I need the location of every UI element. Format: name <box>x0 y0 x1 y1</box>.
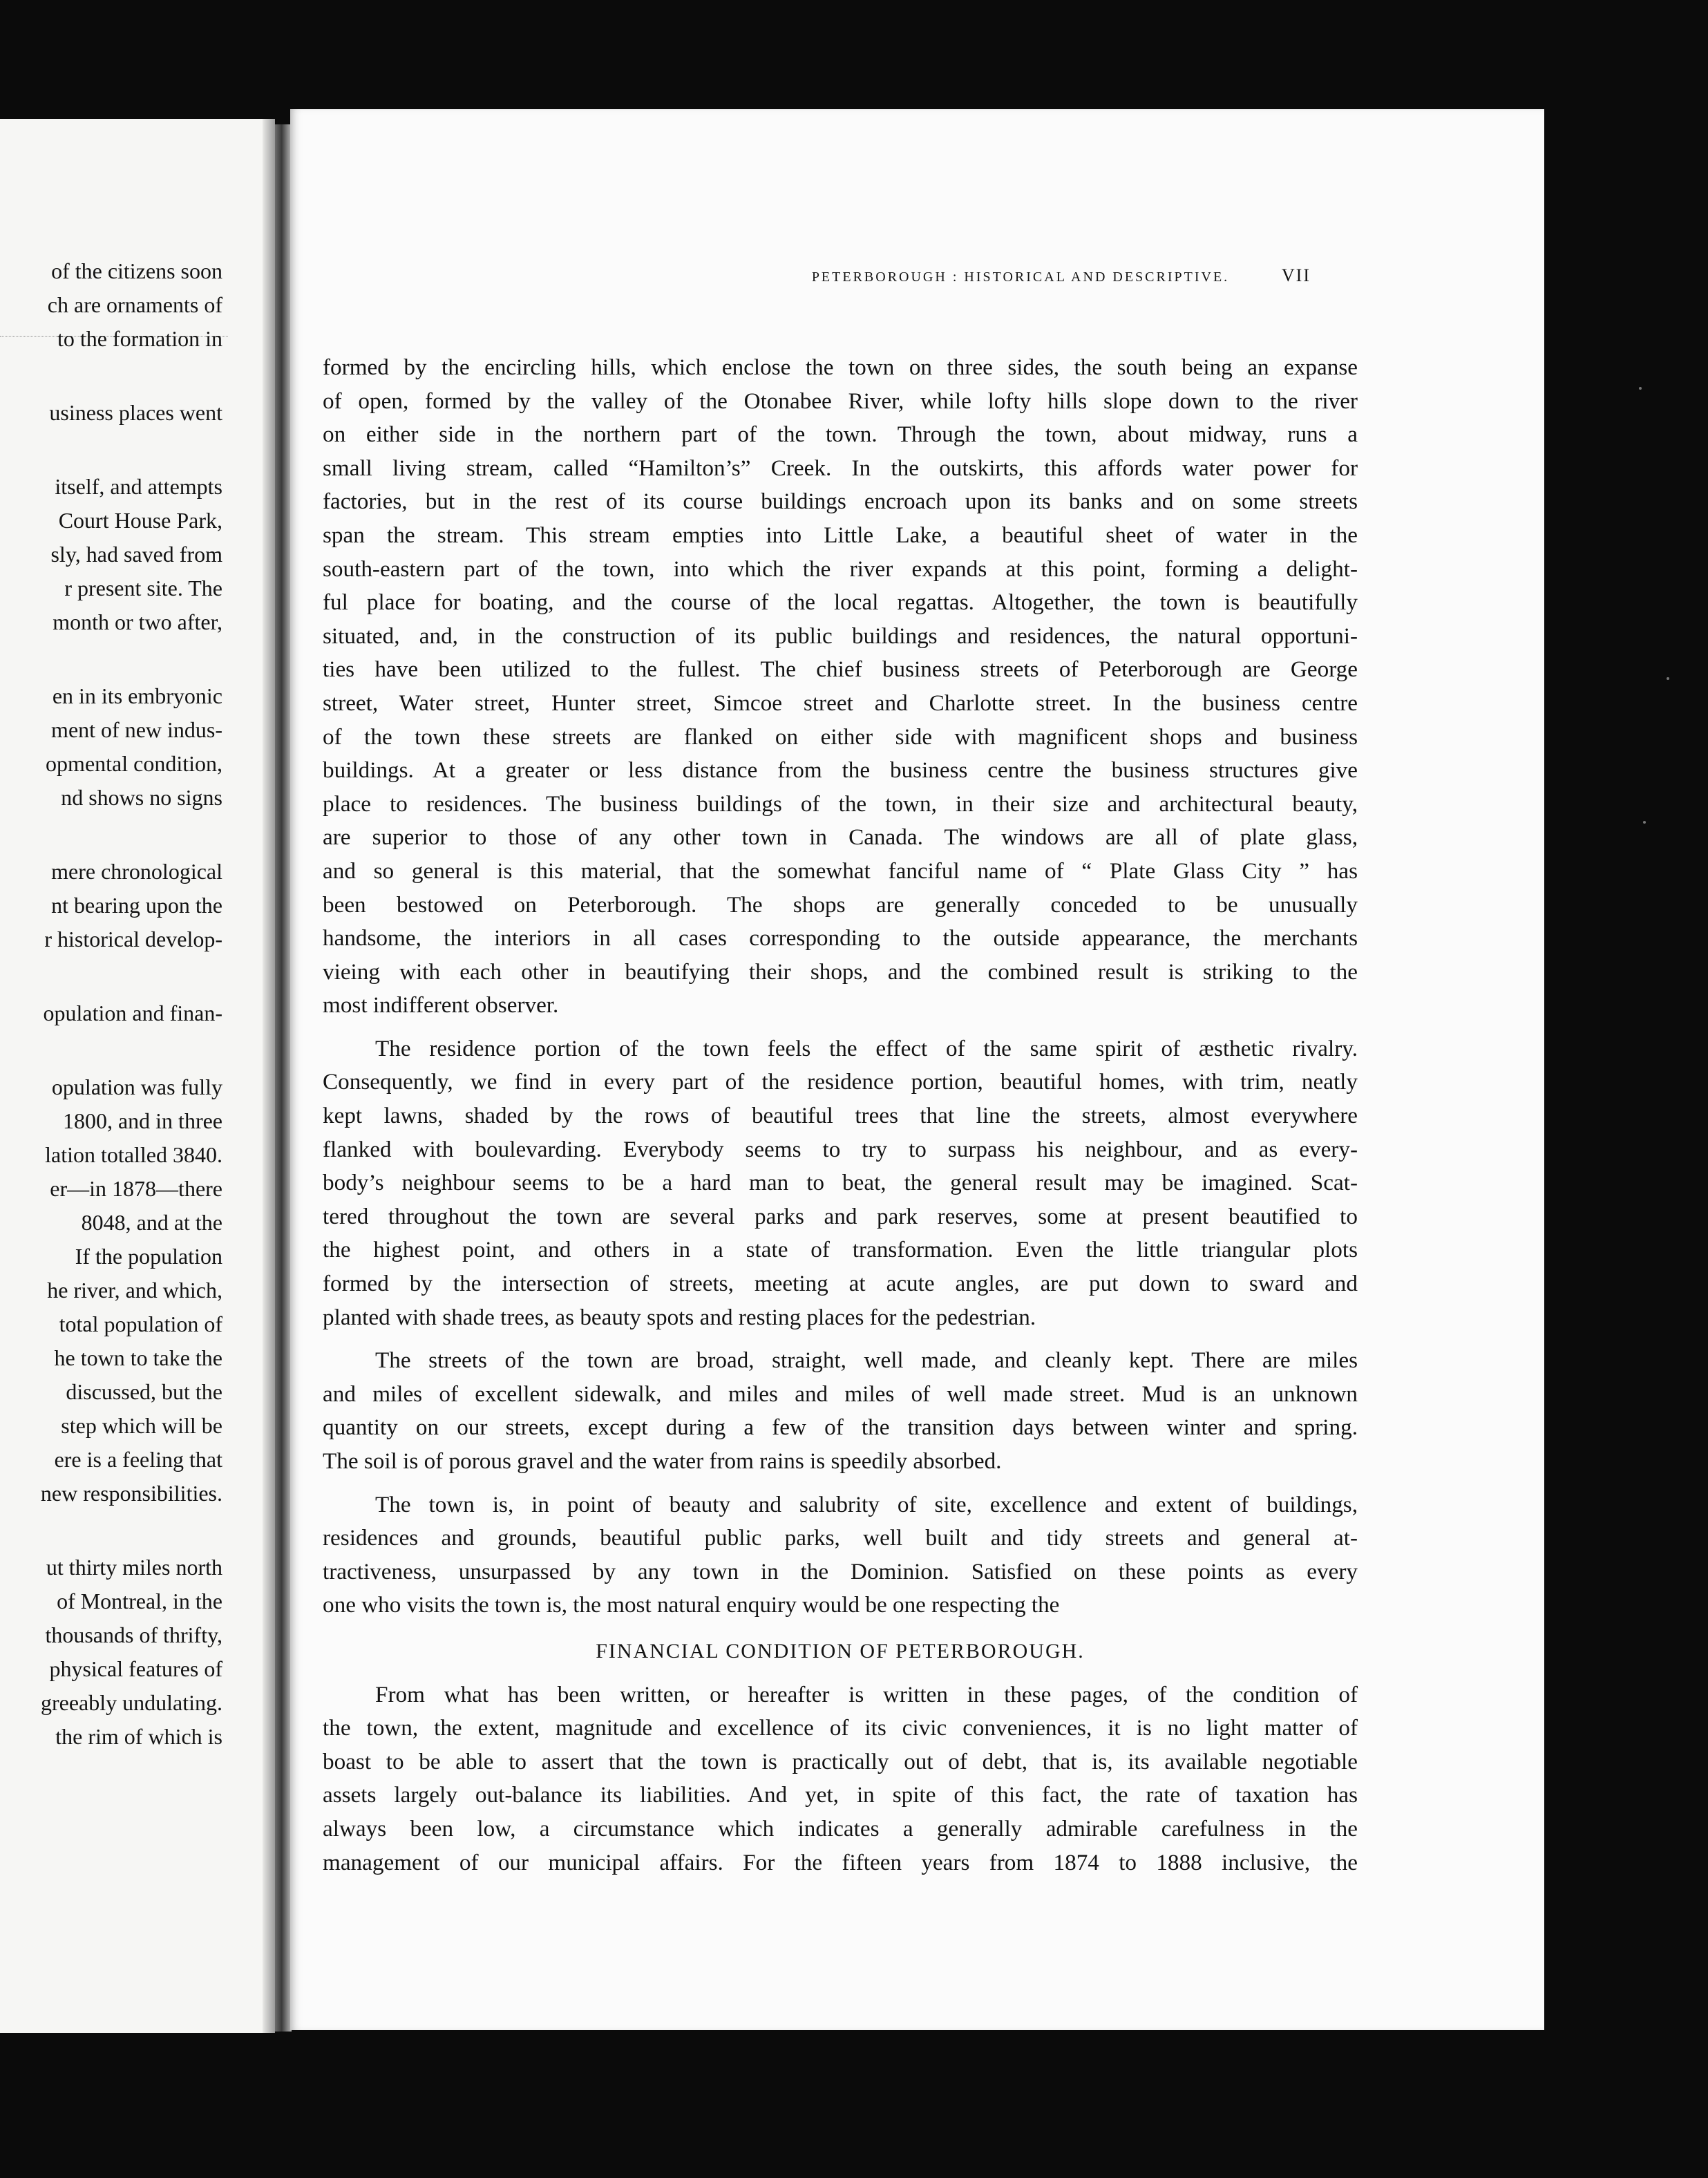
dust-speck <box>1667 677 1669 680</box>
left-page-line: thousands of thrifty, <box>45 1622 222 1647</box>
text-line: The streets of the town are broad, straight, well made, and cleanly kept. There are miles <box>375 1347 1358 1374</box>
text-line: most indifferent observer. <box>323 992 559 1019</box>
left-page-line: lation totalled 3840. <box>45 1142 222 1167</box>
left-page-line: total population of <box>59 1311 222 1336</box>
text-line: situated, and, in the construction of its public buildings and residences, the natural opportuni- <box>323 623 1358 649</box>
text-line: always been low, a circumstance which indicates a generally admirable carefulness in the <box>323 1815 1358 1841</box>
text-line: management of our municipal affairs. For the fifteen years from 1874 to 1888 inclusive, the <box>323 1849 1358 1875</box>
text-line: of open, formed by the valley of the Otonabee River, while lofty hills slope down to the river <box>323 388 1358 414</box>
left-page-line: nd shows no signs <box>61 785 222 810</box>
left-page-line: If the population <box>75 1244 222 1269</box>
text-line: assets largely out-balance its liabilities. And yet, in spite of this fact, the rate of taxation has <box>323 1782 1358 1808</box>
section-heading: FINANCIAL CONDITION OF PETERBOROUGH. <box>596 1639 1085 1663</box>
running-head: PETERBOROUGH : HISTORICAL AND DESCRIPTIVE. <box>811 269 1230 285</box>
left-page-line: physical features of <box>49 1656 222 1681</box>
left-page-line: of Montreal, in the <box>57 1589 222 1613</box>
text-line: formed by the intersection of streets, meeting at acute angles, are put down to sward and <box>323 1271 1358 1297</box>
left-page-line: of the citizens soon <box>51 258 222 283</box>
right-page <box>290 109 1544 2030</box>
left-page-line: sly, had saved from <box>50 542 222 567</box>
text-line: The soil is of porous gravel and the water from rains is speedily absorbed. <box>323 1448 1002 1474</box>
left-page-line: itself, and attempts <box>55 474 222 499</box>
left-page-line: step which will be <box>61 1413 222 1438</box>
left-page <box>0 119 275 2033</box>
left-page-line: he town to take the <box>54 1345 222 1370</box>
text-line: body’s neighbour seems to be a hard man to beat, the general result may be imagined. Scat- <box>323 1170 1358 1196</box>
text-line: on either side in the northern part of the town. Through the town, about midway, runs a <box>323 422 1358 448</box>
left-page-line: r present site. The <box>64 576 222 600</box>
text-line: Consequently, we find in every part of the residence portion, beautiful homes, with trim, neatly <box>323 1069 1358 1095</box>
book-spine <box>275 124 292 2032</box>
text-line: kept lawns, shaded by the rows of beautiful trees that line the streets, almost everywhere <box>323 1103 1358 1129</box>
text-line: tractiveness, unsurpassed by any town in the Dominion. Satisfied on these points as every <box>323 1558 1358 1584</box>
left-page-line: en in its embryonic <box>52 683 222 708</box>
text-line: the town, the extent, magnitude and excellence of its civic conveniences, it is no light matter of <box>323 1715 1358 1741</box>
page-number: VII <box>1281 265 1311 285</box>
left-page-line: nt bearing upon the <box>51 893 222 918</box>
left-page-line: er—in 1878—there <box>50 1176 222 1201</box>
left-page-line: the rim of which is <box>55 1724 222 1749</box>
left-page-line: greeably undulating. <box>40 1690 222 1715</box>
text-line: one who visits the town is, the most natural enquiry would be one respecting the <box>323 1592 1060 1618</box>
left-page-line: Court House Park, <box>58 508 222 533</box>
text-line: factories, but in the rest of its course buildings encroach upon its banks and on some streets <box>323 489 1358 515</box>
left-page-line: new responsibilities. <box>40 1481 222 1506</box>
left-page-line: 8048, and at the <box>81 1210 222 1235</box>
dust-speck <box>1639 387 1642 390</box>
left-page-line: r historical develop- <box>44 927 222 951</box>
left-page-line: mere chronological <box>51 859 222 884</box>
left-page-line: opmental condition, <box>46 751 222 776</box>
text-line: From what has been written, or hereafter is written in these pages, of the condition of <box>375 1681 1358 1707</box>
text-line: handsome, the interiors in all cases corresponding to the outside appearance, the merchants <box>323 925 1358 951</box>
text-line: place to residences. The business buildings of the town, in their size and architectural beauty, <box>323 790 1358 817</box>
text-line: planted with shade trees, as beauty spots and resting places for the pedestrian. <box>323 1304 1036 1330</box>
text-line: formed by the encircling hills, which enclose the town on three sides, the south being an expanse <box>323 354 1358 380</box>
text-line: tered throughout the town are several parks and park reserves, some at present beautified to <box>323 1203 1358 1229</box>
text-line: buildings. At a greater or less distance from the business centre the business structures give <box>323 757 1358 784</box>
left-page-line: month or two after, <box>53 609 222 634</box>
dust-speck <box>1643 821 1646 824</box>
text-line: and miles of excellent sidewalk, and miles and miles of well made street. Mud is an unknown <box>323 1381 1358 1407</box>
left-page-line: to the formation in <box>57 326 222 351</box>
left-page-line: ut thirty miles north <box>46 1555 222 1580</box>
text-line: ful place for boating, and the course of the local regattas. Altogether, the town is beautifully <box>323 589 1358 616</box>
text-line: boast to be able to assert that the town is practically out of debt, that is, its available negotiable <box>323 1748 1358 1774</box>
text-line: ties have been utilized to the fullest. The chief business streets of Peterborough are George <box>323 656 1358 683</box>
text-line: flanked with boulevarding. Everybody seems to try to surpass his neighbour, and as every- <box>323 1136 1358 1162</box>
left-page-line: discussed, but the <box>66 1379 222 1404</box>
text-line: span the stream. This stream empties into Little Lake, a beautiful sheet of water in the <box>323 522 1358 548</box>
page-body <box>323 351 1358 1879</box>
left-page-line: ere is a feeling that <box>54 1447 222 1472</box>
text-line: quantity on our streets, except during a few of the transition days between winter and spring. <box>323 1414 1358 1441</box>
text-line: The residence portion of the town feels the effect of the same spirit of æsthetic rivalry. <box>375 1035 1358 1061</box>
left-page-gutter <box>263 119 275 2033</box>
left-page-line: usiness places went <box>49 400 222 425</box>
text-line: residences and grounds, beautiful public parks, well built and tidy streets and general at- <box>323 1525 1358 1551</box>
left-page-line: he river, and which, <box>47 1278 222 1303</box>
text-line: and so general is this material, that the somewhat fanciful name of “ Plate Glass City ” has <box>323 858 1358 884</box>
left-page-line: ch are ornaments of <box>47 292 222 317</box>
text-line: The town is, in point of beauty and salubrity of site, excellence and extent of buildings, <box>375 1491 1358 1517</box>
text-line: vieing with each other in beautifying their shops, and the combined result is striking to the <box>323 958 1358 985</box>
text-line: small living stream, called “Hamilton’s” Creek. In the outskirts, this affords water power for <box>323 455 1358 481</box>
left-page-line: opulation and finan- <box>43 1001 222 1025</box>
text-line: the highest point, and others in a state of transformation. Even the little triangular plots <box>323 1237 1358 1263</box>
text-line: south-eastern part of the town, into which the river expands at this point, forming a delight- <box>323 556 1358 582</box>
left-page-line: 1800, and in three <box>62 1108 222 1133</box>
left-page-line: opulation was fully <box>51 1074 222 1099</box>
text-line: been bestowed on Peterborough. The shops are generally conceded to be unusually <box>323 891 1358 918</box>
left-page-line: ment of new indus- <box>51 717 222 742</box>
text-line: are superior to those of any other town in Canada. The windows are all of plate glass, <box>323 824 1358 851</box>
text-line: of the town these streets are flanked on either side with magnificent shops and business <box>323 723 1358 750</box>
text-line: street, Water street, Hunter street, Simcoe street and Charlotte street. In the business centre <box>323 690 1358 716</box>
